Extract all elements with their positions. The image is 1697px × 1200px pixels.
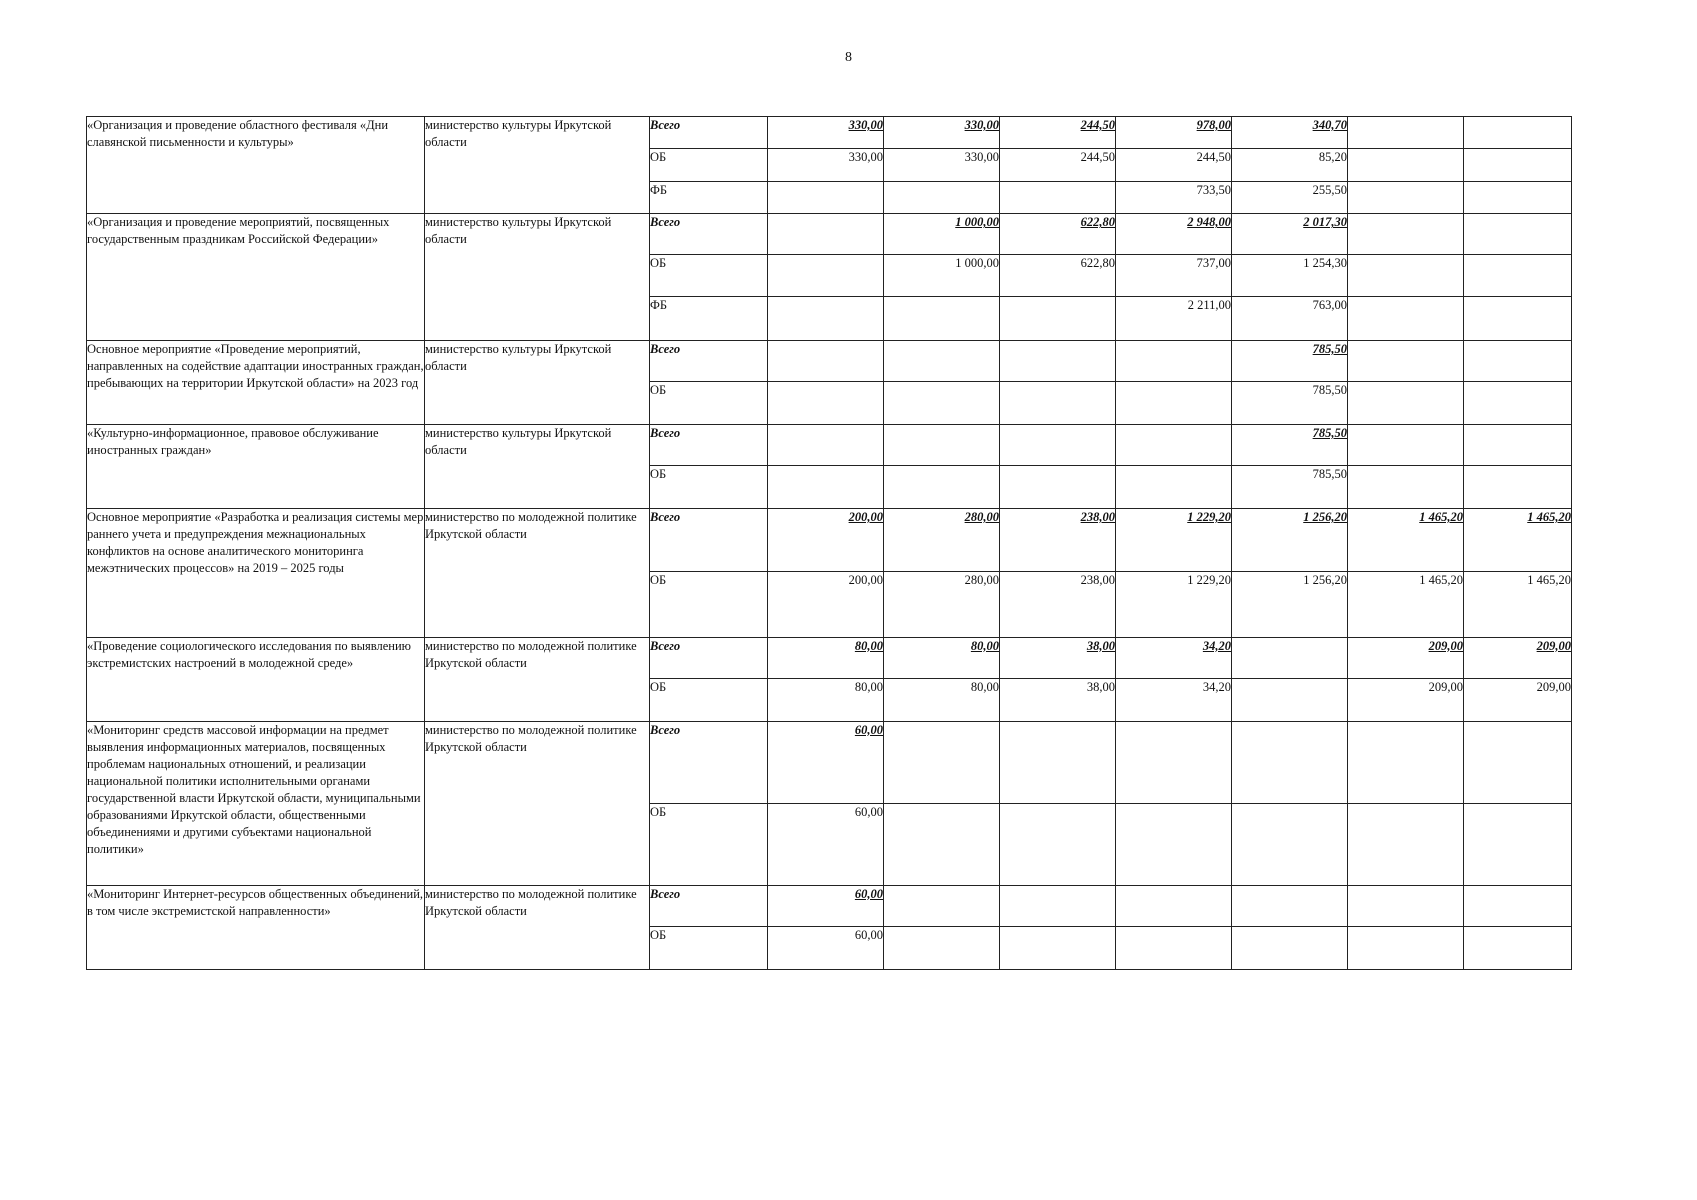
funding-value-cell: 80,00: [884, 637, 1000, 679]
table-row: [87, 637, 1572, 679]
funding-value-cell: [884, 340, 1000, 382]
funding-value-cell: [1348, 803, 1464, 885]
funding-value-cell: [1464, 297, 1572, 341]
funding-value-cell: [1116, 424, 1232, 466]
funding-value-cell: [1464, 424, 1572, 466]
responsible-executor: министерство культуры Иркутской области: [425, 424, 650, 508]
activity-description: «Проведение социологического исследования по выявлению экстремистских настроений в молодежной среде»: [87, 637, 425, 721]
funding-source-label: Всего: [650, 424, 768, 466]
table-row: [87, 424, 1572, 466]
funding-value-cell: [1000, 927, 1116, 970]
funding-value-cell: 38,00: [1000, 637, 1116, 679]
funding-value-cell: [1000, 181, 1116, 213]
funding-value-cell: 60,00: [768, 927, 884, 970]
funding-source-label: Всего: [650, 340, 768, 382]
funding-source-label: ОБ: [650, 466, 768, 509]
funding-value-cell: 622,80: [1000, 214, 1116, 255]
funding-value-cell: [1464, 927, 1572, 970]
funding-value-cell: [884, 927, 1000, 970]
funding-source-label: ОБ: [650, 149, 768, 181]
funding-source-label: ФБ: [650, 181, 768, 213]
funding-value-cell: 785,50: [1232, 382, 1348, 425]
activity-description: «Организация и проведение мероприятий, посвященных государственным праздникам Российской Федерации»: [87, 214, 425, 341]
funding-source-label: Всего: [650, 508, 768, 571]
table-row: [87, 117, 1572, 149]
funding-value-cell: 1 256,20: [1232, 571, 1348, 637]
funding-value-cell: [1348, 149, 1464, 181]
activity-description: «Организация и проведение областного фестиваля «Дни славянской письменности и культуры»: [87, 117, 425, 214]
funding-value-cell: [884, 424, 1000, 466]
funding-value-cell: [1000, 340, 1116, 382]
funding-value-cell: 1 229,20: [1116, 508, 1232, 571]
funding-value-cell: 280,00: [884, 571, 1000, 637]
funding-value-cell: [1232, 927, 1348, 970]
funding-value-cell: [1464, 721, 1572, 803]
responsible-executor: министерство культуры Иркутской области: [425, 214, 650, 341]
funding-value-cell: 1 254,30: [1232, 254, 1348, 297]
funding-value-cell: 80,00: [768, 679, 884, 722]
funding-value-cell: [1348, 297, 1464, 341]
funding-source-label: Всего: [650, 637, 768, 679]
activity-description: «Мониторинг Интернет-ресурсов общественных объединений, в том числе экстремистской направленности»: [87, 885, 425, 969]
funding-value-cell: 1 000,00: [884, 214, 1000, 255]
funding-value-cell: [1348, 721, 1464, 803]
funding-value-cell: [884, 297, 1000, 341]
funding-value-cell: [884, 721, 1000, 803]
funding-value-cell: [1000, 803, 1116, 885]
table-row: [87, 214, 1572, 255]
funding-value-cell: 330,00: [884, 117, 1000, 149]
funding-value-cell: [768, 214, 884, 255]
funding-value-cell: [768, 254, 884, 297]
funding-value-cell: 209,00: [1464, 679, 1572, 722]
funding-source-label: Всего: [650, 214, 768, 255]
responsible-executor: министерство по молодежной политике Иркутской области: [425, 885, 650, 969]
page-number: 8: [845, 50, 852, 65]
funding-value-cell: [1348, 254, 1464, 297]
funding-value-cell: [768, 181, 884, 213]
funding-value-cell: 1 465,20: [1348, 508, 1464, 571]
funding-value-cell: 978,00: [1116, 117, 1232, 149]
table-row: [87, 885, 1572, 927]
funding-source-label: ФБ: [650, 297, 768, 341]
responsible-executor: министерство по молодежной политике Иркутской области: [425, 637, 650, 721]
activity-description: Основное мероприятие «Проведение мероприятий, направленных на содействие адаптации иностранных граждан, пребывающих на территории Иркутской области» на 2023 год: [87, 340, 425, 424]
funding-value-cell: 1 256,20: [1232, 508, 1348, 571]
funding-value-cell: 244,50: [1000, 117, 1116, 149]
funding-value-cell: 209,00: [1348, 679, 1464, 722]
funding-value-cell: [1000, 885, 1116, 927]
funding-value-cell: 34,20: [1116, 637, 1232, 679]
funding-source-label: ОБ: [650, 382, 768, 425]
funding-value-cell: 1 465,20: [1464, 508, 1572, 571]
funding-value-cell: [1232, 885, 1348, 927]
funding-source-label: Всего: [650, 721, 768, 803]
funding-value-cell: [1348, 466, 1464, 509]
funding-value-cell: [1232, 679, 1348, 722]
funding-value-cell: 80,00: [884, 679, 1000, 722]
funding-value-cell: [1348, 382, 1464, 425]
funding-value-cell: 2 948,00: [1116, 214, 1232, 255]
funding-value-cell: [1464, 466, 1572, 509]
funding-value-cell: 209,00: [1348, 637, 1464, 679]
funding-value-cell: [768, 297, 884, 341]
funding-value-cell: 1 000,00: [884, 254, 1000, 297]
funding-value-cell: [1464, 382, 1572, 425]
funding-value-cell: [1348, 214, 1464, 255]
funding-value-cell: 2 017,30: [1232, 214, 1348, 255]
funding-value-cell: [768, 382, 884, 425]
funding-value-cell: 85,20: [1232, 149, 1348, 181]
funding-source-label: ОБ: [650, 679, 768, 722]
funding-value-cell: [1000, 424, 1116, 466]
funding-value-cell: [1116, 803, 1232, 885]
funding-source-label: Всего: [650, 885, 768, 927]
funding-value-cell: [1000, 382, 1116, 425]
funding-value-cell: [1116, 382, 1232, 425]
funding-value-cell: 238,00: [1000, 571, 1116, 637]
funding-source-label: ОБ: [650, 571, 768, 637]
funding-value-cell: [1116, 721, 1232, 803]
funding-value-cell: 200,00: [768, 571, 884, 637]
activity-description: Основное мероприятие «Разработка и реализация системы мер раннего учета и предупреждения межнациональных конфликтов на основе аналитического мониторинга межэтнических процессов» на 2019 – 2025 годы: [87, 508, 425, 637]
funding-value-cell: [1464, 803, 1572, 885]
funding-value-cell: 330,00: [768, 149, 884, 181]
activity-description: «Культурно-информационное, правовое обслуживание иностранных граждан»: [87, 424, 425, 508]
funding-value-cell: [1116, 466, 1232, 509]
funding-value-cell: [1464, 214, 1572, 255]
funding-value-cell: 737,00: [1116, 254, 1232, 297]
funding-value-cell: [884, 466, 1000, 509]
funding-source-label: ОБ: [650, 803, 768, 885]
funding-value-cell: [1348, 885, 1464, 927]
funding-value-cell: 200,00: [768, 508, 884, 571]
funding-value-cell: [1348, 340, 1464, 382]
funding-value-cell: 785,50: [1232, 424, 1348, 466]
table-row: [87, 340, 1572, 382]
funding-value-cell: [1464, 340, 1572, 382]
table-row: [87, 508, 1572, 571]
funding-value-cell: [768, 340, 884, 382]
funding-value-cell: 209,00: [1464, 637, 1572, 679]
funding-value-cell: 340,70: [1232, 117, 1348, 149]
funding-value-cell: 34,20: [1116, 679, 1232, 722]
funding-value-cell: [768, 466, 884, 509]
funding-value-cell: 330,00: [884, 149, 1000, 181]
funding-source-label: ОБ: [650, 254, 768, 297]
funding-value-cell: [768, 424, 884, 466]
funding-value-cell: 1 465,20: [1464, 571, 1572, 637]
funding-value-cell: 330,00: [768, 117, 884, 149]
funding-value-cell: [884, 803, 1000, 885]
funding-value-cell: 785,50: [1232, 466, 1348, 509]
funding-value-cell: 280,00: [884, 508, 1000, 571]
funding-value-cell: 733,50: [1116, 181, 1232, 213]
funding-source-label: Всего: [650, 117, 768, 149]
budget-table: [86, 116, 1572, 970]
funding-value-cell: [1232, 803, 1348, 885]
funding-value-cell: [1000, 297, 1116, 341]
funding-value-cell: 1 465,20: [1348, 571, 1464, 637]
funding-value-cell: [1348, 927, 1464, 970]
funding-value-cell: [1000, 466, 1116, 509]
funding-source-label: ОБ: [650, 927, 768, 970]
funding-value-cell: [884, 181, 1000, 213]
funding-value-cell: 255,50: [1232, 181, 1348, 213]
funding-value-cell: 1 229,20: [1116, 571, 1232, 637]
funding-value-cell: 60,00: [768, 803, 884, 885]
funding-value-cell: [1464, 885, 1572, 927]
funding-value-cell: [1348, 117, 1464, 149]
funding-value-cell: [1464, 149, 1572, 181]
funding-value-cell: 238,00: [1000, 508, 1116, 571]
funding-value-cell: 785,50: [1232, 340, 1348, 382]
funding-value-cell: 38,00: [1000, 679, 1116, 722]
funding-value-cell: [1116, 885, 1232, 927]
funding-value-cell: 60,00: [768, 721, 884, 803]
funding-value-cell: [1232, 721, 1348, 803]
funding-value-cell: 60,00: [768, 885, 884, 927]
funding-value-cell: [1232, 637, 1348, 679]
funding-value-cell: [884, 885, 1000, 927]
funding-value-cell: [1000, 721, 1116, 803]
funding-value-cell: 244,50: [1000, 149, 1116, 181]
funding-value-cell: [884, 382, 1000, 425]
funding-value-cell: [1464, 181, 1572, 213]
funding-value-cell: [1348, 424, 1464, 466]
funding-value-cell: 2 211,00: [1116, 297, 1232, 341]
funding-value-cell: 763,00: [1232, 297, 1348, 341]
responsible-executor: министерство по молодежной политике Иркутской области: [425, 721, 650, 885]
funding-value-cell: [1116, 927, 1232, 970]
funding-value-cell: [1116, 340, 1232, 382]
funding-value-cell: [1464, 117, 1572, 149]
responsible-executor: министерство культуры Иркутской области: [425, 340, 650, 424]
funding-value-cell: [1348, 181, 1464, 213]
activity-description: «Мониторинг средств массовой информации на предмет выявления информационных материалов, посвященных проблемам национальных отношений, и реализации национальной политики исполнительными органами государственной власти Иркутской области, муниципальными образованиями Иркутской области, общественными объединениями и другими субъектами национальной политики»: [87, 721, 425, 885]
table-row: [87, 721, 1572, 803]
funding-value-cell: 80,00: [768, 637, 884, 679]
funding-value-cell: 622,80: [1000, 254, 1116, 297]
responsible-executor: министерство по молодежной политике Иркутской области: [425, 508, 650, 637]
funding-value-cell: [1464, 254, 1572, 297]
responsible-executor: министерство культуры Иркутской области: [425, 117, 650, 214]
funding-value-cell: 244,50: [1116, 149, 1232, 181]
